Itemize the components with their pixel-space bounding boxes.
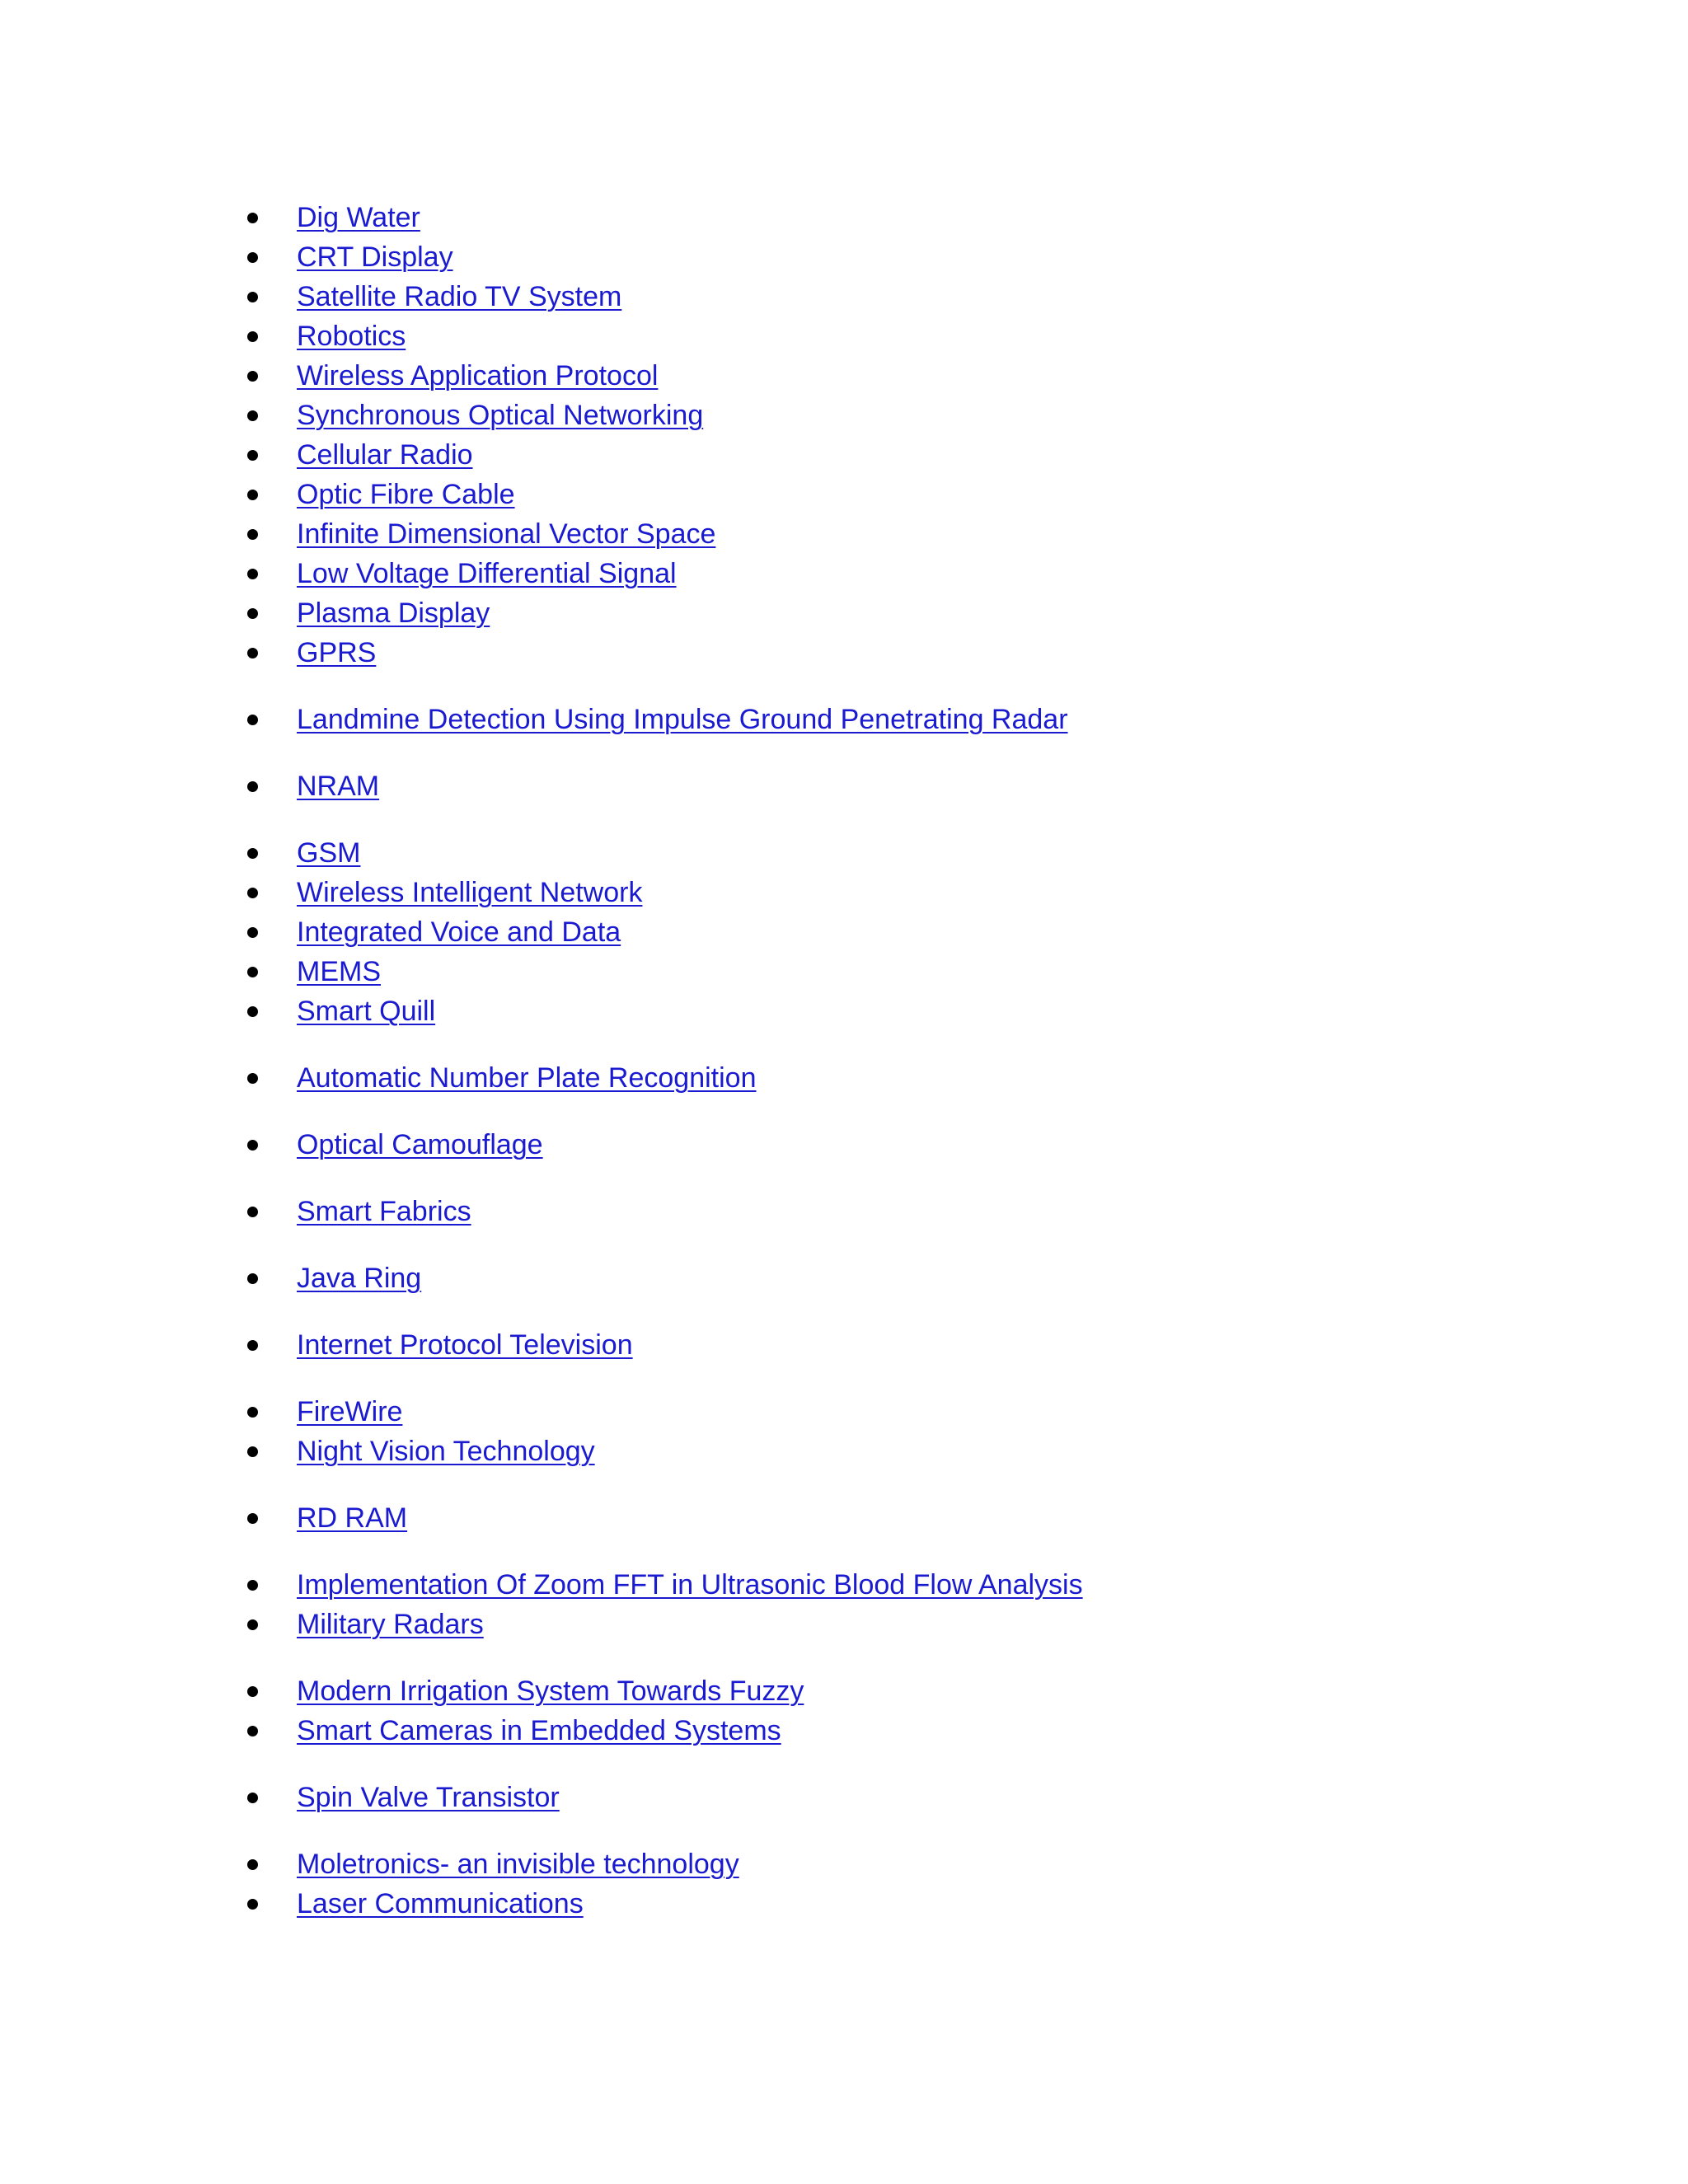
bullet-icon (247, 715, 258, 725)
list-item (247, 316, 1083, 356)
topic-link[interactable]: Implementation Of Zoom FFT in Ultrasonic Blood Flow Analysis (297, 1569, 1083, 1601)
bullet-icon (247, 1619, 258, 1630)
list-item (247, 396, 1083, 435)
topic-link[interactable]: Smart Fabrics (297, 1196, 471, 1227)
topic-link[interactable]: Synchronous Optical Networking (297, 400, 704, 431)
bullet-icon (247, 331, 258, 342)
bullet-icon (247, 848, 258, 859)
bullet-icon (247, 648, 258, 658)
list-item (247, 912, 1083, 952)
topic-link[interactable]: Java Ring (297, 1263, 422, 1294)
list-item (247, 1258, 1083, 1298)
list-item (247, 277, 1083, 316)
topic-link[interactable]: Robotics (297, 321, 406, 352)
topic-link[interactable]: Spin Valve Transistor (297, 1782, 560, 1813)
topic-link[interactable]: Dig Water (297, 202, 420, 233)
bullet-icon (247, 1340, 258, 1351)
list-item (247, 633, 1083, 673)
list-item (247, 593, 1083, 633)
topic-link[interactable]: Satellite Radio TV System (297, 281, 622, 312)
list-item (247, 1778, 1083, 1817)
bullet-icon (247, 450, 258, 461)
list-item (247, 435, 1083, 475)
bullet-icon (247, 1899, 258, 1910)
list-item (247, 1192, 1083, 1231)
topic-link[interactable]: Military Radars (297, 1609, 484, 1640)
topic-link[interactable]: Plasma Display (297, 598, 490, 629)
topic-link[interactable]: Wireless Intelligent Network (297, 877, 643, 908)
bullet-icon (247, 1580, 258, 1591)
list-item (247, 766, 1083, 806)
topic-link[interactable]: Modern Irrigation System Towards Fuzzy (297, 1675, 804, 1707)
topic-link[interactable]: Laser Communications (297, 1888, 584, 1919)
topic-link[interactable]: RD RAM (297, 1502, 408, 1534)
bullet-icon (247, 1006, 258, 1017)
bullet-icon (247, 1207, 258, 1217)
bullet-icon (247, 292, 258, 302)
list-item (247, 1884, 1083, 1924)
list-item (247, 514, 1083, 554)
list-item (247, 198, 1083, 237)
topic-link[interactable]: Cellular Radio (297, 439, 473, 471)
bullet-icon (247, 1073, 258, 1084)
bullet-icon (247, 1446, 258, 1457)
list-item (247, 1432, 1083, 1471)
bullet-icon (247, 1407, 258, 1418)
bullet-icon (247, 490, 258, 500)
bullet-icon (247, 252, 258, 263)
topic-link[interactable]: Wireless Application Protocol (297, 360, 659, 391)
bullet-icon (247, 1273, 258, 1284)
list-item (247, 1498, 1083, 1538)
topic-link[interactable]: CRT Display (297, 241, 453, 273)
bullet-icon (247, 529, 258, 540)
topic-link[interactable]: Automatic Number Plate Recognition (297, 1062, 757, 1094)
list-item (247, 1844, 1083, 1884)
topic-link[interactable]: Internet Protocol Television (297, 1329, 633, 1361)
bullet-icon (247, 608, 258, 619)
bullet-icon (247, 1859, 258, 1870)
bullet-icon (247, 371, 258, 382)
topic-link[interactable]: NRAM (297, 771, 380, 802)
topic-link[interactable]: Optical Camouflage (297, 1129, 543, 1160)
topic-link[interactable]: GPRS (297, 637, 377, 668)
topic-link[interactable]: FireWire (297, 1396, 403, 1427)
bullet-icon (247, 410, 258, 421)
bullet-icon (247, 967, 258, 977)
topic-link[interactable]: Landmine Detection Using Impulse Ground Penetrating Radar (297, 704, 1068, 735)
topic-link[interactable]: Night Vision Technology (297, 1436, 595, 1467)
list-item (247, 475, 1083, 514)
list-item (247, 1325, 1083, 1365)
list-item (247, 700, 1083, 739)
list-item (247, 1392, 1083, 1432)
list-item (247, 952, 1083, 991)
topic-link[interactable]: Moletronics- an invisible technology (297, 1849, 739, 1880)
bullet-icon (247, 1140, 258, 1151)
topic-link[interactable]: Low Voltage Differential Signal (297, 558, 677, 589)
bullet-icon (247, 1686, 258, 1697)
bullet-icon (247, 781, 258, 792)
topic-link[interactable]: GSM (297, 837, 361, 869)
topic-link[interactable]: Integrated Voice and Data (297, 916, 621, 948)
list-item (247, 1605, 1083, 1644)
bullet-icon (247, 569, 258, 579)
list-item (247, 1058, 1083, 1098)
list-item (247, 554, 1083, 593)
list-item (247, 1565, 1083, 1605)
list-item (247, 1125, 1083, 1165)
bullet-icon (247, 1726, 258, 1736)
bullet-icon (247, 888, 258, 898)
bullet-icon (247, 1793, 258, 1803)
topic-link[interactable]: Smart Quill (297, 996, 436, 1027)
list-item (247, 1711, 1083, 1750)
list-item (247, 237, 1083, 277)
list-item (247, 991, 1083, 1031)
bullet-icon (247, 213, 258, 223)
list-item (247, 873, 1083, 912)
list-item (247, 356, 1083, 396)
topic-link[interactable]: Optic Fibre Cable (297, 479, 515, 510)
bullet-icon (247, 927, 258, 938)
topic-link[interactable]: Infinite Dimensional Vector Space (297, 518, 716, 550)
list-item (247, 833, 1083, 873)
list-item (247, 1671, 1083, 1711)
topic-link[interactable]: MEMS (297, 956, 381, 987)
topic-link[interactable]: Smart Cameras in Embedded Systems (297, 1715, 781, 1746)
seminar-topic-list (247, 198, 1083, 1924)
bullet-icon (247, 1513, 258, 1524)
